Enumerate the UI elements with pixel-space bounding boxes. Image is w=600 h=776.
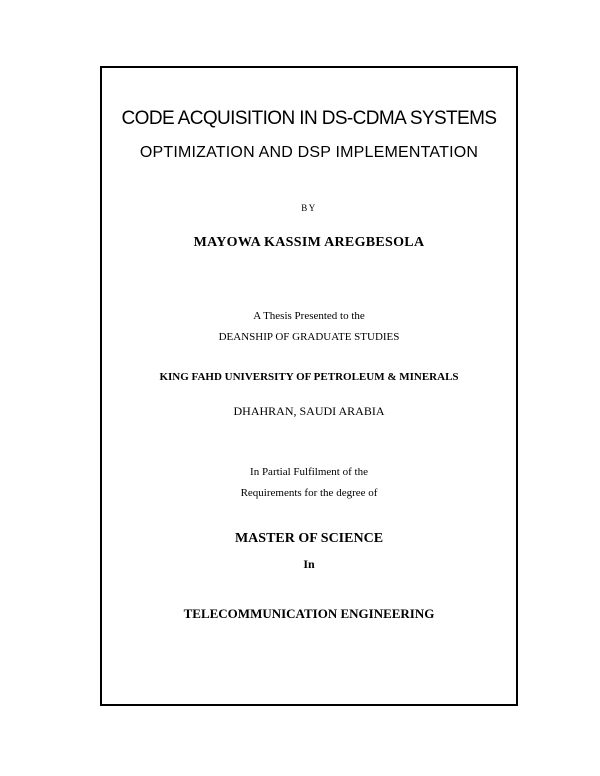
thesis-subtitle: OPTIMIZATION AND DSP IMPLEMENTATION [139,144,479,161]
fulfilment-line-1: In Partial Fulfilment of the [250,466,368,478]
presented-line: A Thesis Presented to the [253,310,365,322]
in-word: In [303,557,315,571]
degree-name: MASTER OF SCIENCE [234,531,384,546]
thesis-title: CODE ACQUISITION IN DS-CDMA SYSTEMS [121,108,497,129]
by-label: BY [301,203,317,213]
deanship-line: DEANSHIP OF GRADUATE STUDIES [218,331,400,343]
author-name: MAYOWA KASSIM AREGBESOLA [193,235,425,250]
fulfilment-line-2: Requirements for the degree of [240,487,378,499]
field-of-study: TELECOMMUNICATION ENGINEERING [183,606,435,621]
university-name: KING FAHD UNIVERSITY OF PETROLEUM & MINERALS [159,371,459,383]
location-line: DHAHRAN, SAUDI ARABIA [233,404,385,418]
